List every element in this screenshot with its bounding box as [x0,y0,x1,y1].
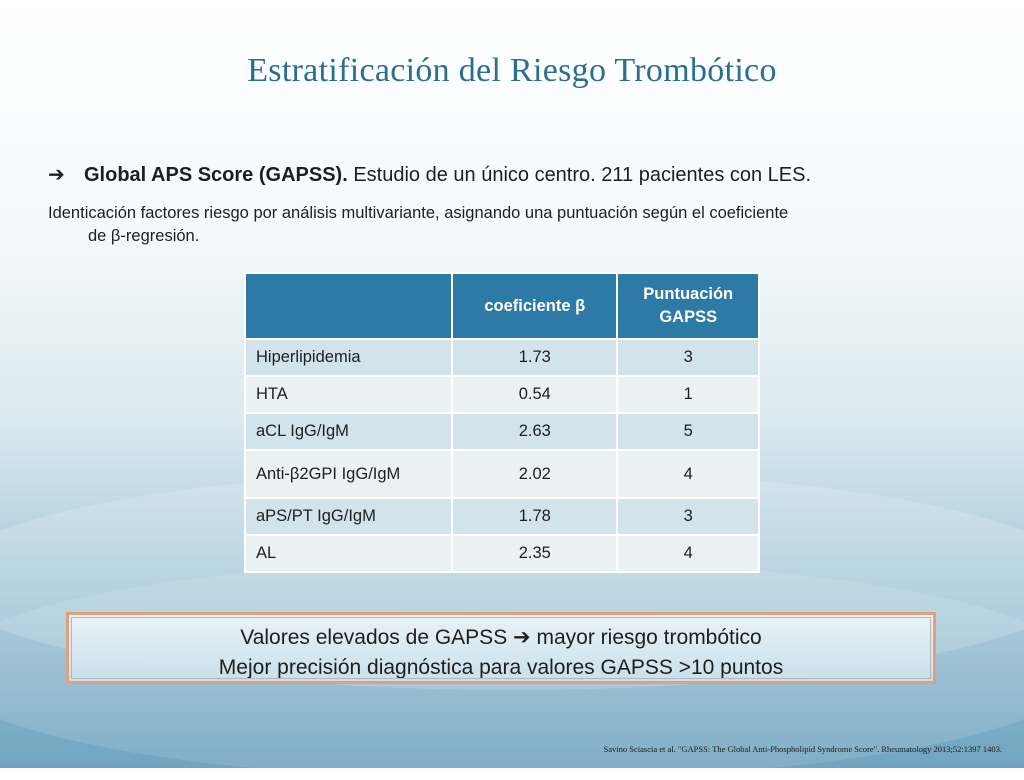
table-header-cell [245,273,452,339]
gapss-table [244,272,760,573]
table-row [245,450,759,498]
table-cell: 1.73 [452,339,617,376]
table-row [245,413,759,450]
arrow-right-icon: ➔ [513,626,531,649]
table-cell: Hiperlipidemia [245,339,452,376]
bullet-text: Estudio de un único centro. 211 pacientes con LES. [347,164,812,186]
arrow-right-icon: ➔ [48,164,65,186]
callout-text: Valores elevados de GAPSS [240,626,514,649]
table-cell: 5 [617,413,759,450]
table-row [245,535,759,572]
table-cell: aPS/PT IgG/IgM [245,498,452,535]
slide-title: Estratificación del Riesgo Trombótico [247,52,777,89]
table-cell: 0.54 [452,376,617,413]
table-row [245,339,759,376]
bullet-bold-text: Global APS Score (GAPSS). [84,164,348,186]
callout-text: mayor riesgo trombótico [530,626,762,649]
table-cell: 2.35 [452,535,617,572]
table-cell: Anti-β2GPI IgG/IgM [245,450,452,498]
table-cell: 1.78 [452,498,617,535]
table-cell: 4 [617,450,759,498]
table-row [245,376,759,413]
description [48,202,998,248]
citation: Savino Sciascia et al. "GAPSS: The Global Anti-Phospholipid Syndrome Score". Rheumatology 2013;52:1397 1403. [603,744,1002,754]
description-line-1: Identicación factores riesgo por análisis multivariante, asignando una puntuación según el coeficiente [48,204,789,222]
callout-line-1 [69,623,933,653]
table-cell: 3 [617,339,759,376]
table-header-cell: Puntuación GAPSS [617,273,759,339]
table-cell: 2.63 [452,413,617,450]
table-cell: 3 [617,498,759,535]
table-cell: aCL IgG/IgM [245,413,452,450]
table-cell: 4 [617,535,759,572]
description-line-2: de β-regresión. [88,227,200,245]
table-cell: HTA [245,376,452,413]
table-header-cell: coeficiente β [452,273,617,339]
table-cell: 1 [617,376,759,413]
conclusion-callout [66,612,936,684]
callout-line-2: Mejor precisión diagnóstica para valores GAPSS >10 puntos [218,656,784,679]
table-cell: 2.02 [452,450,617,498]
bullet-point [48,162,988,187]
table-header-row [245,273,759,339]
table-row [245,498,759,535]
table-cell: AL [245,535,452,572]
